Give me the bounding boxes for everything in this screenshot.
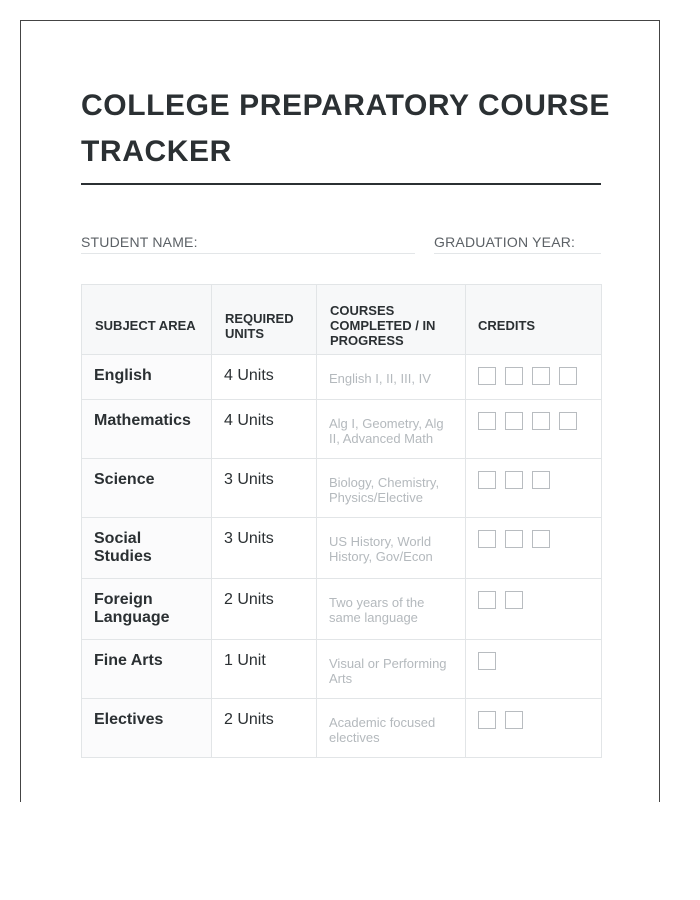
table-row <box>82 699 602 758</box>
credit-checkbox[interactable] <box>505 591 523 609</box>
units-cell: 3 Units <box>212 459 317 518</box>
document-page <box>20 20 660 802</box>
credit-checkbox[interactable] <box>478 530 496 548</box>
credits-cell <box>466 459 602 518</box>
courses-cell: Visual or Performing Arts <box>317 640 466 699</box>
credits-cell <box>466 579 602 640</box>
credits-cell <box>466 355 602 400</box>
credit-checkbox[interactable] <box>532 367 550 385</box>
units-cell: 3 Units <box>212 518 317 579</box>
credits-cell <box>466 699 602 758</box>
credit-checkbox[interactable] <box>505 471 523 489</box>
subject-cell: Social Studies <box>82 518 212 579</box>
table-row <box>82 400 602 459</box>
subject-cell: English <box>82 355 212 400</box>
credit-checkbox[interactable] <box>559 412 577 430</box>
courses-cell: English I, II, III, IV <box>317 355 466 400</box>
credit-checkbox[interactable] <box>532 412 550 430</box>
student-name-label: STUDENT NAME: <box>81 234 198 250</box>
credit-checkbox[interactable] <box>478 711 496 729</box>
subject-cell: Electives <box>82 699 212 758</box>
credit-checkbox[interactable] <box>478 471 496 489</box>
credits-cell <box>466 518 602 579</box>
credits-cell <box>466 400 602 459</box>
units-cell: 2 Units <box>212 579 317 640</box>
units-cell: 4 Units <box>212 355 317 400</box>
table-row <box>82 640 602 699</box>
units-cell: 1 Unit <box>212 640 317 699</box>
header-courses: COURSES COMPLETED / IN PROGRESS <box>317 285 466 355</box>
credit-checkbox[interactable] <box>478 652 496 670</box>
course-tracker-table <box>81 284 602 758</box>
credit-checkbox[interactable] <box>505 412 523 430</box>
page-title: COLLEGE PREPARATORY COURSE TRACKER <box>81 89 610 168</box>
units-cell: 4 Units <box>212 400 317 459</box>
credit-checkbox[interactable] <box>532 471 550 489</box>
subject-cell: Mathematics <box>82 400 212 459</box>
table-row <box>82 579 602 640</box>
table-row <box>82 355 602 400</box>
subject-cell: Foreign Language <box>82 579 212 640</box>
credits-cell <box>466 640 602 699</box>
credit-checkbox[interactable] <box>505 530 523 548</box>
table-row <box>82 459 602 518</box>
header-required-units: REQUIRED UNITS <box>212 285 317 355</box>
student-name-field[interactable] <box>81 253 415 254</box>
subject-cell: Science <box>82 459 212 518</box>
courses-cell: Academic focused electives <box>317 699 466 758</box>
subject-cell: Fine Arts <box>82 640 212 699</box>
courses-cell: Biology, Chemistry, Physics/Elective <box>317 459 466 518</box>
graduation-year-field[interactable] <box>434 253 601 254</box>
credit-checkbox[interactable] <box>478 412 496 430</box>
courses-cell: Two years of the same language <box>317 579 466 640</box>
graduation-year-label: GRADUATION YEAR: <box>434 234 576 250</box>
credit-checkbox[interactable] <box>532 530 550 548</box>
header-credits: CREDITS <box>466 285 602 355</box>
courses-cell: US History, World History, Gov/Econ <box>317 518 466 579</box>
table-row <box>82 518 602 579</box>
table-header-row <box>82 285 602 355</box>
credit-checkbox[interactable] <box>478 591 496 609</box>
header-subject-area: SUBJECT AREA <box>82 285 212 355</box>
credit-checkbox[interactable] <box>505 711 523 729</box>
title-divider <box>81 183 601 185</box>
credit-checkbox[interactable] <box>559 367 577 385</box>
credit-checkbox[interactable] <box>478 367 496 385</box>
credit-checkbox[interactable] <box>505 367 523 385</box>
courses-cell: Alg I, Geometry, Alg II, Advanced Math <box>317 400 466 459</box>
units-cell: 2 Units <box>212 699 317 758</box>
